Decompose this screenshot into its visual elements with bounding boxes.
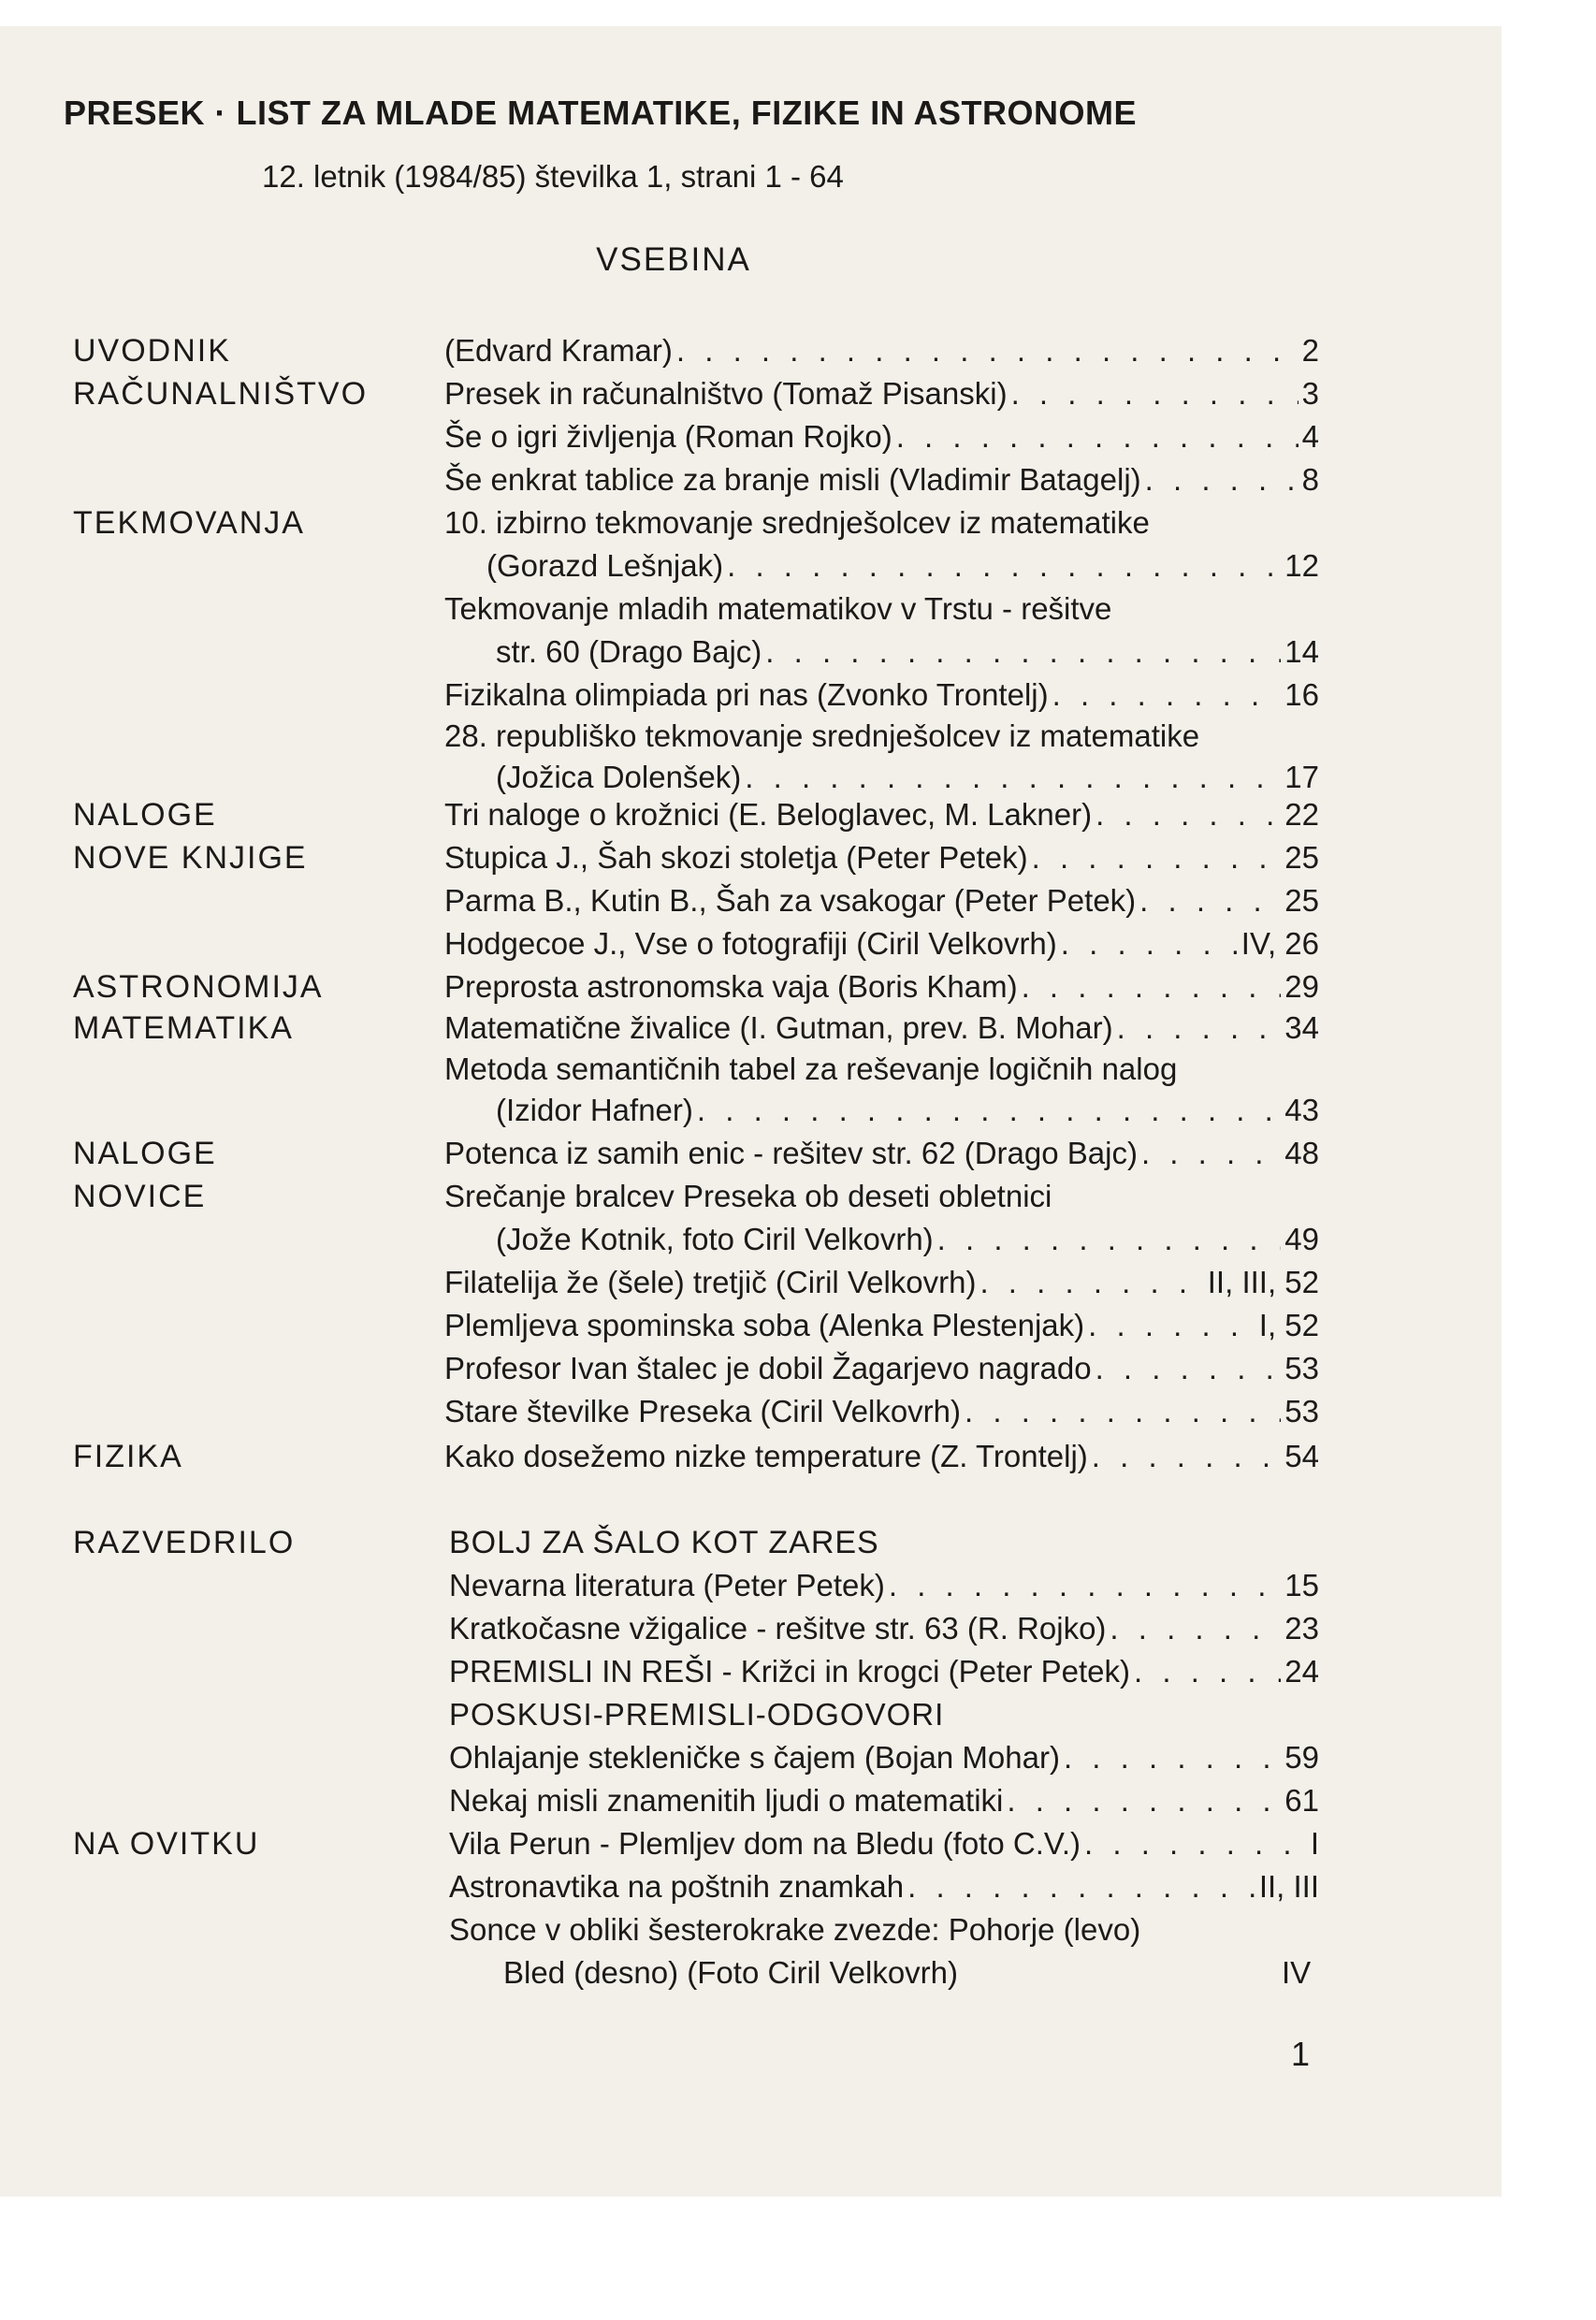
toc-entry: str. 60 (Drago Bajc) . . . 14 [496, 631, 1319, 674]
toc-entry: Kratkočasne vžigalice - rešitve str. 63 (R. Rojko) . . . 23 [449, 1607, 1319, 1650]
section-label-novice: NOVICE [73, 1179, 207, 1214]
toc-entry: Še o igri življenja (Roman Rojko) . . . 4 [444, 415, 1319, 458]
toc-entry: (Edvard Kramar) . . . 2 [444, 329, 1319, 372]
toc-entry: Plemljeva spominska soba (Alenka Plestenjak) . . . I, 52 [444, 1304, 1319, 1347]
toc-entry: Profesor Ivan štalec je dobil Žagarjevo nagrado . . . 53 [444, 1347, 1319, 1390]
section-label-uvodnik: UVODNIK [73, 333, 231, 369]
section-label-fizika: FIZIKA [73, 1439, 183, 1474]
toc-entry: (Izidor Hafner) . . . 43 [496, 1089, 1319, 1132]
toc-entry: (Jože Kotnik, foto Ciril Velkovrh) . . . 49 [496, 1218, 1319, 1261]
subsection-heading: POSKUSI-PREMISLI-ODGOVORI [449, 1697, 945, 1732]
toc-entry-text: Bled (desno) (Foto Ciril Velkovrh) [503, 1955, 959, 1990]
section-label-naloge-2: NALOGE [73, 1136, 217, 1171]
toc-entry: PREMISLI IN REŠI - Križci in krogci (Peter Petek) . . . 24 [449, 1650, 1319, 1693]
page-number: 1 [1291, 2035, 1311, 2073]
section-label-razvedrilo: RAZVEDRILO [73, 1525, 296, 1560]
toc-entry: Astronavtika na poštnih znamkah . . . II, III [449, 1865, 1319, 1908]
section-label-matematika: MATEMATIKA [73, 1010, 294, 1046]
toc-entry: Vila Perun - Plemljev dom na Bledu (foto C.V.) . . . I [449, 1822, 1319, 1865]
toc-entry-text: Metoda semantičnih tabel za reševanje logičnih nalog [444, 1051, 1178, 1086]
toc-entry: (Jožica Dolenšek) . . . 17 [496, 756, 1319, 799]
toc-entry: Filatelija že (šele) tretjič (Ciril Velkovrh) . . . II, III, 52 [444, 1261, 1319, 1304]
magazine-header-title: PRESEK · LIST ZA MLADE MATEMATIKE, FIZIKE IN ASTRONOME [64, 94, 1137, 132]
toc-entry: Stare številke Preseka (Ciril Velkovrh) . . . 53 [444, 1390, 1319, 1433]
section-label-na-ovitku: NA OVITKU [73, 1826, 260, 1862]
toc-entry: Potenca iz samih enic - rešitev str. 62 (Drago Bajc) . . . 48 [444, 1132, 1319, 1175]
toc-entry: Matematične živalice (I. Gutman, prev. B. Mohar) . . . 34 [444, 1007, 1319, 1050]
toc-entry: Hodgecoe J., Vse o fotografiji (Ciril Velkovrh) . . . IV, 26 [444, 922, 1319, 965]
section-label-astronomija: ASTRONOMIJA [73, 969, 324, 1005]
toc-entry: Kako dosežemo nizke temperature (Z. Trontelj) . . . 54 [444, 1435, 1319, 1478]
section-label-naloge: NALOGE [73, 797, 217, 833]
toc-entry-text: 10. izbirno tekmovanje srednješolcev iz matematike [444, 505, 1150, 540]
toc-entry: Tri naloge o krožnici (E. Beloglavec, M. Lakner) . . . 22 [444, 793, 1319, 836]
toc-entry-page: IV [1282, 1955, 1312, 1990]
toc-entry: Preprosta astronomska vaja (Boris Kham) . . . 29 [444, 965, 1319, 1008]
toc-entry-text: Tekmovanje mladih matematikov v Trstu - rešitve [444, 591, 1112, 626]
section-label-nove-knjige: NOVE KNJIGE [73, 840, 308, 876]
issue-info: 12. letnik (1984/85) številka 1, strani 1 - 64 [262, 159, 844, 194]
section-label-tekmovanja: TEKMOVANJA [73, 505, 305, 541]
toc-entry-text: Sonce v obliki šesterokrake zvezde: Pohorje (levo) [449, 1912, 1141, 1947]
toc-entry-text: 28. republiško tekmovanje srednješolcev iz matematike [444, 718, 1200, 753]
subsection-heading: BOLJ ZA ŠALO KOT ZARES [449, 1525, 879, 1560]
toc-entry: (Gorazd Lešnjak) . . . 12 [486, 544, 1319, 587]
section-label-racunalnistvo: RAČUNALNIŠTVO [73, 376, 369, 412]
toc-entry: Ohlajanje stekleničke s čajem (Bojan Mohar) . . . 59 [449, 1736, 1319, 1779]
toc-entry: Stupica J., Šah skozi stoletja (Peter Petek) . . . 25 [444, 836, 1319, 879]
toc-entry: Nekaj misli znamenitih ljudi o matematiki . . . 61 [449, 1779, 1319, 1822]
toc-heading: VSEBINA [596, 241, 751, 278]
toc-entry: Presek in računalništvo (Tomaž Pisanski) . . . 3 [444, 372, 1319, 415]
toc-entry: Še enkrat tablice za branje misli (Vladimir Batagelj) . . . 8 [444, 458, 1319, 501]
toc-entry: Parma B., Kutin B., Šah za vsakogar (Peter Petek) . . . 25 [444, 879, 1319, 922]
toc-entry-text: Srečanje bralcev Preseka ob deseti obletnici [444, 1179, 1052, 1213]
toc-entry: Nevarna literatura (Peter Petek) . . . 15 [449, 1564, 1319, 1607]
toc-entry: Fizikalna olimpiada pri nas (Zvonko Trontelj) . . . 16 [444, 674, 1319, 717]
